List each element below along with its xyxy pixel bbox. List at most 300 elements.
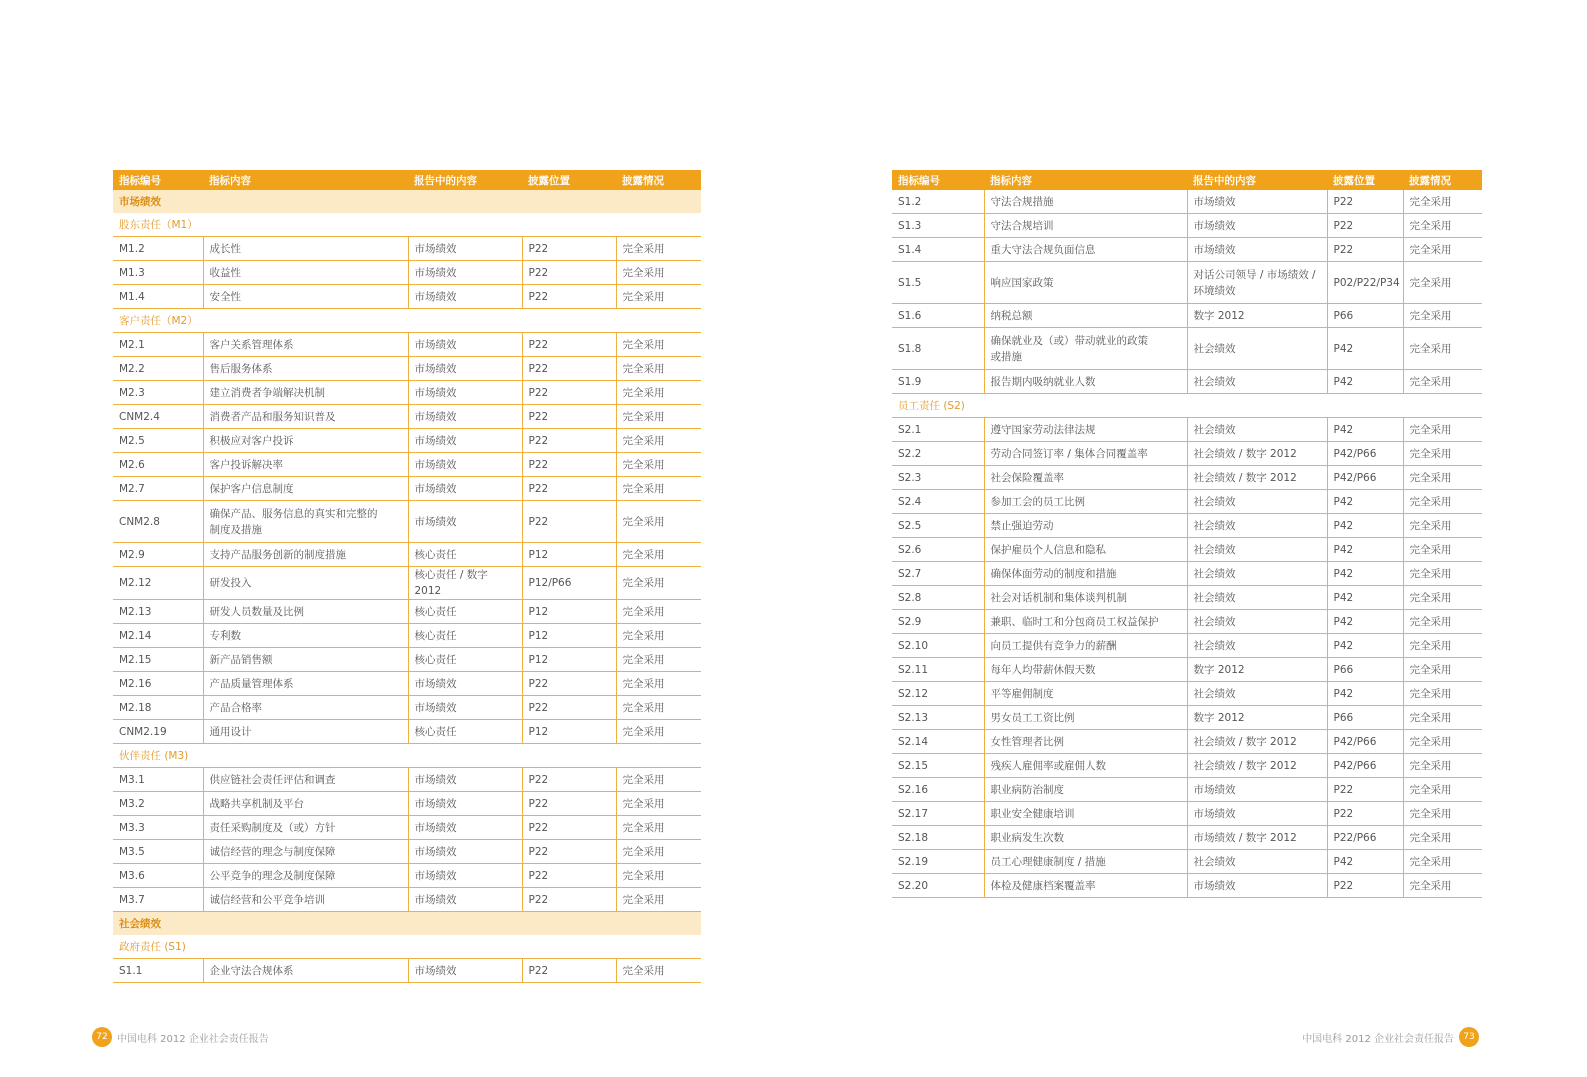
table-row: [113, 453, 701, 477]
table-row: [113, 672, 701, 696]
cell-status: 完全采用: [616, 357, 701, 381]
cell-status: 完全采用: [616, 333, 701, 357]
cell-status: 完全采用: [1403, 730, 1482, 754]
cell-status: 完全采用: [1403, 214, 1482, 238]
cell-status: 完全采用: [616, 381, 701, 405]
table-row: [113, 816, 701, 840]
cell-status: 完全采用: [616, 405, 701, 429]
cell-status: 完全采用: [616, 624, 701, 648]
cell-id: M3.1: [113, 768, 203, 792]
cell-status: 完全采用: [616, 888, 701, 912]
cell-report: 核心责任: [408, 543, 522, 567]
cell-report: 市场绩效: [408, 816, 522, 840]
cell-location: P12: [522, 720, 616, 744]
col-header-id: 指标编号: [892, 170, 984, 190]
cell-location: P22: [522, 237, 616, 261]
table-row: [892, 370, 1482, 394]
cell-content: 新产品销售额: [203, 648, 408, 672]
index-table-left: [113, 170, 701, 983]
cell-id: S2.12: [892, 682, 984, 706]
footer-text: 中国电科 2012 企业社会责任报告: [117, 1033, 269, 1045]
cell-content: 确保产品、服务信息的真实和完整的 制度及措施: [203, 501, 408, 543]
table-row: [892, 238, 1482, 262]
cell-content: 职业安全健康培训: [984, 802, 1187, 826]
cell-status: 完全采用: [1403, 262, 1482, 304]
cell-id: M3.7: [113, 888, 203, 912]
cell-content: 产品合格率: [203, 696, 408, 720]
table-row: [113, 567, 701, 600]
table-row: [113, 864, 701, 888]
footer-left: [92, 1027, 269, 1047]
cell-id: M1.3: [113, 261, 203, 285]
cell-status: 完全采用: [1403, 586, 1482, 610]
subsection-row: [113, 309, 701, 333]
cell-location: P22: [522, 792, 616, 816]
cell-content: 客户投诉解决率: [203, 453, 408, 477]
cell-status: 完全采用: [616, 285, 701, 309]
table-row: [892, 466, 1482, 490]
cell-content: 安全性: [203, 285, 408, 309]
cell-id: S1.2: [892, 190, 984, 214]
cell-location: P42/P66: [1327, 730, 1403, 754]
cell-id: S2.13: [892, 706, 984, 730]
section-label: 社会绩效: [113, 912, 701, 936]
cell-location: P22: [522, 864, 616, 888]
cell-location: P42: [1327, 538, 1403, 562]
cell-status: 完全采用: [616, 792, 701, 816]
cell-location: P42: [1327, 562, 1403, 586]
cell-content: 通用设计: [203, 720, 408, 744]
cell-id: CNM2.8: [113, 501, 203, 543]
cell-location: P22: [522, 405, 616, 429]
cell-content: 守法合规措施: [984, 190, 1187, 214]
cell-location: P42: [1327, 370, 1403, 394]
cell-status: 完全采用: [616, 567, 701, 600]
cell-status: 完全采用: [616, 261, 701, 285]
cell-id: S2.5: [892, 514, 984, 538]
cell-report: 社会绩效: [1187, 610, 1327, 634]
cell-report: 社会绩效: [1187, 634, 1327, 658]
table-row: [892, 562, 1482, 586]
cell-id: S2.1: [892, 418, 984, 442]
cell-content: 售后服务体系: [203, 357, 408, 381]
cell-status: 完全采用: [616, 237, 701, 261]
cell-location: P22: [522, 453, 616, 477]
cell-id: S2.9: [892, 610, 984, 634]
cell-location: P22: [522, 357, 616, 381]
col-header-report: 报告中的内容: [1187, 170, 1327, 190]
cell-report: 市场绩效: [1187, 238, 1327, 262]
cell-id: CNM2.19: [113, 720, 203, 744]
cell-report: 市场绩效: [408, 768, 522, 792]
table-row: [113, 720, 701, 744]
cell-status: 完全采用: [616, 816, 701, 840]
footer-text: 中国电科 2012 企业社会责任报告: [1302, 1033, 1454, 1045]
cell-location: P42: [1327, 634, 1403, 658]
cell-id: S2.15: [892, 754, 984, 778]
col-header-status: 披露情况: [616, 170, 701, 190]
table-row: [892, 328, 1482, 370]
cell-status: 完全采用: [1403, 304, 1482, 328]
cell-content: 兼职、临时工和分包商员工权益保护: [984, 610, 1187, 634]
cell-location: P22: [1327, 778, 1403, 802]
cell-id: S1.1: [113, 959, 203, 983]
cell-content: 每年人均带薪休假天数: [984, 658, 1187, 682]
cell-content: 企业守法合规体系: [203, 959, 408, 983]
table-row: [113, 357, 701, 381]
cell-location: P22/P66: [1327, 826, 1403, 850]
cell-content: 纳税总额: [984, 304, 1187, 328]
cell-status: 完全采用: [616, 600, 701, 624]
cell-location: P22: [522, 768, 616, 792]
cell-id: S1.9: [892, 370, 984, 394]
cell-report: 市场绩效: [408, 405, 522, 429]
cell-id: S2.6: [892, 538, 984, 562]
cell-id: S2.7: [892, 562, 984, 586]
cell-report: 社会绩效: [1187, 538, 1327, 562]
cell-content: 社会对话机制和集体谈判机制: [984, 586, 1187, 610]
cell-report: 市场绩效: [408, 429, 522, 453]
cell-status: 完全采用: [1403, 706, 1482, 730]
table-row: [892, 730, 1482, 754]
table-row: [113, 600, 701, 624]
cell-content: 确保就业及（或）带动就业的政策 或措施: [984, 328, 1187, 370]
cell-content: 战略共享机制及平台: [203, 792, 408, 816]
cell-content: 遵守国家劳动法律法规: [984, 418, 1187, 442]
subsection-row: [892, 394, 1482, 418]
table-row: [892, 634, 1482, 658]
subsection-row: [113, 744, 701, 768]
cell-content: 男女员工工资比例: [984, 706, 1187, 730]
table-row: [113, 333, 701, 357]
cell-report: 核心责任 / 数字 2012: [408, 567, 522, 600]
cell-id: M3.3: [113, 816, 203, 840]
table-row: [113, 792, 701, 816]
table-row: [113, 501, 701, 543]
cell-content: 职业病防治制度: [984, 778, 1187, 802]
table-row: [892, 538, 1482, 562]
cell-status: 完全采用: [616, 864, 701, 888]
cell-id: M1.2: [113, 237, 203, 261]
cell-status: 完全采用: [1403, 826, 1482, 850]
cell-report: 市场绩效: [408, 672, 522, 696]
cell-location: P22: [1327, 238, 1403, 262]
table-row: [113, 696, 701, 720]
col-header-content: 指标内容: [984, 170, 1187, 190]
cell-content: 诚信经营和公平竞争培训: [203, 888, 408, 912]
cell-location: P12/P66: [522, 567, 616, 600]
cell-location: P12: [522, 600, 616, 624]
table-row: [113, 959, 701, 983]
cell-content: 职业病发生次数: [984, 826, 1187, 850]
cell-status: 完全采用: [1403, 418, 1482, 442]
cell-id: S1.8: [892, 328, 984, 370]
cell-status: 完全采用: [1403, 562, 1482, 586]
table-row: [113, 768, 701, 792]
cell-report: 社会绩效: [1187, 682, 1327, 706]
table-row: [892, 418, 1482, 442]
cell-content: 女性管理者比例: [984, 730, 1187, 754]
cell-id: M2.13: [113, 600, 203, 624]
cell-status: 完全采用: [1403, 514, 1482, 538]
cell-report: 社会绩效 / 数字 2012: [1187, 754, 1327, 778]
cell-report: 对话公司领导 / 市场绩效 / 环境绩效: [1187, 262, 1327, 304]
cell-report: 市场绩效: [408, 959, 522, 983]
cell-status: 完全采用: [616, 768, 701, 792]
cell-content: 积极应对客户投诉: [203, 429, 408, 453]
cell-report: 市场绩效: [408, 888, 522, 912]
cell-report: 核心责任: [408, 720, 522, 744]
cell-report: 市场绩效: [408, 381, 522, 405]
cell-id: S2.11: [892, 658, 984, 682]
table-row: [113, 477, 701, 501]
cell-location: P22: [522, 333, 616, 357]
cell-content: 责任采购制度及（或）方针: [203, 816, 408, 840]
cell-location: P22: [1327, 190, 1403, 214]
page-number: 73: [1459, 1027, 1479, 1047]
table-row: [113, 381, 701, 405]
col-header-id: 指标编号: [113, 170, 203, 190]
cell-report: 市场绩效: [1187, 778, 1327, 802]
cell-content: 客户关系管理体系: [203, 333, 408, 357]
cell-content: 公平竞争的理念及制度保障: [203, 864, 408, 888]
cell-status: 完全采用: [616, 429, 701, 453]
cell-id: S1.3: [892, 214, 984, 238]
cell-id: S2.4: [892, 490, 984, 514]
table-row: [113, 543, 701, 567]
cell-report: 数字 2012: [1187, 304, 1327, 328]
cell-content: 禁止强迫劳动: [984, 514, 1187, 538]
subsection-label: 伙伴责任 (M3): [113, 744, 701, 768]
section-label: 市场绩效: [113, 190, 701, 213]
cell-status: 完全采用: [1403, 754, 1482, 778]
cell-id: S2.16: [892, 778, 984, 802]
cell-report: 数字 2012: [1187, 706, 1327, 730]
cell-report: 市场绩效: [1187, 214, 1327, 238]
cell-location: P22: [522, 477, 616, 501]
table-header: [892, 170, 1482, 190]
col-header-report: 报告中的内容: [408, 170, 522, 190]
cell-location: P22: [522, 501, 616, 543]
cell-content: 诚信经营的理念与制度保障: [203, 840, 408, 864]
cell-content: 参加工会的员工比例: [984, 490, 1187, 514]
cell-content: 专利数: [203, 624, 408, 648]
cell-location: P42: [1327, 610, 1403, 634]
cell-id: M2.12: [113, 567, 203, 600]
subsection-row: [113, 935, 701, 959]
table-row: [892, 442, 1482, 466]
cell-location: P22: [1327, 802, 1403, 826]
table-row: [892, 658, 1482, 682]
cell-report: 社会绩效 / 数字 2012: [1187, 730, 1327, 754]
cell-id: M2.14: [113, 624, 203, 648]
cell-status: 完全采用: [616, 477, 701, 501]
cell-status: 完全采用: [1403, 190, 1482, 214]
table-row: [113, 429, 701, 453]
cell-report: 社会绩效: [1187, 586, 1327, 610]
page-number: 72: [92, 1027, 112, 1047]
cell-location: P22: [522, 696, 616, 720]
cell-report: 社会绩效: [1187, 490, 1327, 514]
cell-report: 市场绩效: [408, 333, 522, 357]
cell-status: 完全采用: [1403, 538, 1482, 562]
cell-content: 重大守法合规负面信息: [984, 238, 1187, 262]
cell-location: P12: [522, 624, 616, 648]
cell-report: 市场绩效: [1187, 874, 1327, 898]
table-row: [892, 754, 1482, 778]
cell-content: 员工心理健康制度 / 措施: [984, 850, 1187, 874]
cell-status: 完全采用: [616, 696, 701, 720]
cell-location: P42: [1327, 586, 1403, 610]
table-header: [113, 170, 701, 190]
cell-status: 完全采用: [1403, 802, 1482, 826]
cell-status: 完全采用: [1403, 370, 1482, 394]
cell-content: 产品质量管理体系: [203, 672, 408, 696]
cell-id: M3.5: [113, 840, 203, 864]
cell-status: 完全采用: [1403, 850, 1482, 874]
cell-id: M2.16: [113, 672, 203, 696]
cell-status: 完全采用: [1403, 778, 1482, 802]
cell-content: 守法合规培训: [984, 214, 1187, 238]
cell-status: 完全采用: [1403, 634, 1482, 658]
cell-report: 市场绩效: [408, 453, 522, 477]
right-page: [892, 170, 1482, 898]
table-row: [113, 405, 701, 429]
cell-content: 残疾人雇佣率或雇佣人数: [984, 754, 1187, 778]
cell-report: 社会绩效: [1187, 562, 1327, 586]
cell-location: P22: [522, 888, 616, 912]
table-row: [892, 262, 1482, 304]
cell-id: S2.8: [892, 586, 984, 610]
cell-location: P12: [522, 543, 616, 567]
cell-report: 市场绩效: [408, 261, 522, 285]
cell-location: P42: [1327, 850, 1403, 874]
cell-content: 供应链社会责任评估和调查: [203, 768, 408, 792]
table-row: [113, 261, 701, 285]
cell-location: P22: [522, 959, 616, 983]
index-table-right: [892, 170, 1482, 898]
cell-report: 数字 2012: [1187, 658, 1327, 682]
cell-id: M2.2: [113, 357, 203, 381]
cell-content: 建立消费者争端解决机制: [203, 381, 408, 405]
cell-status: 完全采用: [1403, 658, 1482, 682]
col-header-location: 披露位置: [522, 170, 616, 190]
cell-location: P42: [1327, 490, 1403, 514]
cell-id: M2.18: [113, 696, 203, 720]
table-row: [892, 874, 1482, 898]
cell-id: M2.15: [113, 648, 203, 672]
cell-id: S2.3: [892, 466, 984, 490]
cell-content: 支持产品服务创新的制度措施: [203, 543, 408, 567]
table-row: [892, 778, 1482, 802]
cell-report: 社会绩效: [1187, 370, 1327, 394]
table-row: [113, 840, 701, 864]
cell-report: 社会绩效: [1187, 850, 1327, 874]
cell-report: 市场绩效: [408, 696, 522, 720]
cell-location: P22: [522, 816, 616, 840]
cell-id: S2.18: [892, 826, 984, 850]
cell-id: M2.9: [113, 543, 203, 567]
cell-content: 研发投入: [203, 567, 408, 600]
cell-id: M3.2: [113, 792, 203, 816]
subsection-label: 客户责任（M2）: [113, 309, 701, 333]
cell-location: P22: [522, 381, 616, 405]
cell-content: 响应国家政策: [984, 262, 1187, 304]
cell-status: 完全采用: [616, 959, 701, 983]
cell-location: P42/P66: [1327, 442, 1403, 466]
cell-status: 完全采用: [1403, 466, 1482, 490]
cell-status: 完全采用: [1403, 682, 1482, 706]
cell-report: 核心责任: [408, 600, 522, 624]
cell-report: 社会绩效 / 数字 2012: [1187, 442, 1327, 466]
table-row: [892, 490, 1482, 514]
subsection-label: 员工责任 (S2): [892, 394, 1482, 418]
cell-content: 消费者产品和服务知识普及: [203, 405, 408, 429]
cell-location: P42: [1327, 328, 1403, 370]
cell-location: P42/P66: [1327, 466, 1403, 490]
section-row: [113, 190, 701, 213]
table-row: [892, 514, 1482, 538]
cell-location: P22: [1327, 214, 1403, 238]
cell-id: M2.1: [113, 333, 203, 357]
cell-report: 市场绩效: [1187, 190, 1327, 214]
cell-report: 社会绩效 / 数字 2012: [1187, 466, 1327, 490]
cell-status: 完全采用: [616, 720, 701, 744]
cell-status: 完全采用: [616, 840, 701, 864]
table-row: [892, 304, 1482, 328]
table-row: [892, 214, 1482, 238]
cell-report: 市场绩效: [408, 285, 522, 309]
cell-id: M2.3: [113, 381, 203, 405]
table-row: [113, 888, 701, 912]
cell-status: 完全采用: [1403, 328, 1482, 370]
table-row: [892, 190, 1482, 214]
cell-location: P22: [522, 840, 616, 864]
cell-id: S2.20: [892, 874, 984, 898]
table-row: [892, 826, 1482, 850]
cell-location: P66: [1327, 706, 1403, 730]
cell-location: P22: [1327, 874, 1403, 898]
cell-location: P22: [522, 261, 616, 285]
table-row: [113, 237, 701, 261]
cell-content: 报告期内吸纳就业人数: [984, 370, 1187, 394]
cell-content: 研发人员数量及比例: [203, 600, 408, 624]
cell-status: 完全采用: [616, 501, 701, 543]
col-header-status: 披露情况: [1403, 170, 1482, 190]
cell-content: 收益性: [203, 261, 408, 285]
cell-location: P42: [1327, 682, 1403, 706]
table-row: [113, 648, 701, 672]
cell-location: P12: [522, 648, 616, 672]
cell-id: S1.6: [892, 304, 984, 328]
subsection-row: [113, 213, 701, 237]
cell-location: P66: [1327, 304, 1403, 328]
cell-id: S2.19: [892, 850, 984, 874]
cell-report: 核心责任: [408, 648, 522, 672]
cell-status: 完全采用: [1403, 874, 1482, 898]
cell-content: 平等雇佣制度: [984, 682, 1187, 706]
table-row: [892, 586, 1482, 610]
cell-report: 市场绩效: [408, 864, 522, 888]
cell-status: 完全采用: [616, 543, 701, 567]
cell-status: 完全采用: [616, 648, 701, 672]
subsection-label: 股东责任（M1）: [113, 213, 701, 237]
cell-report: 社会绩效: [1187, 328, 1327, 370]
table-row: [892, 706, 1482, 730]
cell-location: P42: [1327, 418, 1403, 442]
cell-report: 市场绩效: [1187, 802, 1327, 826]
cell-id: S2.17: [892, 802, 984, 826]
